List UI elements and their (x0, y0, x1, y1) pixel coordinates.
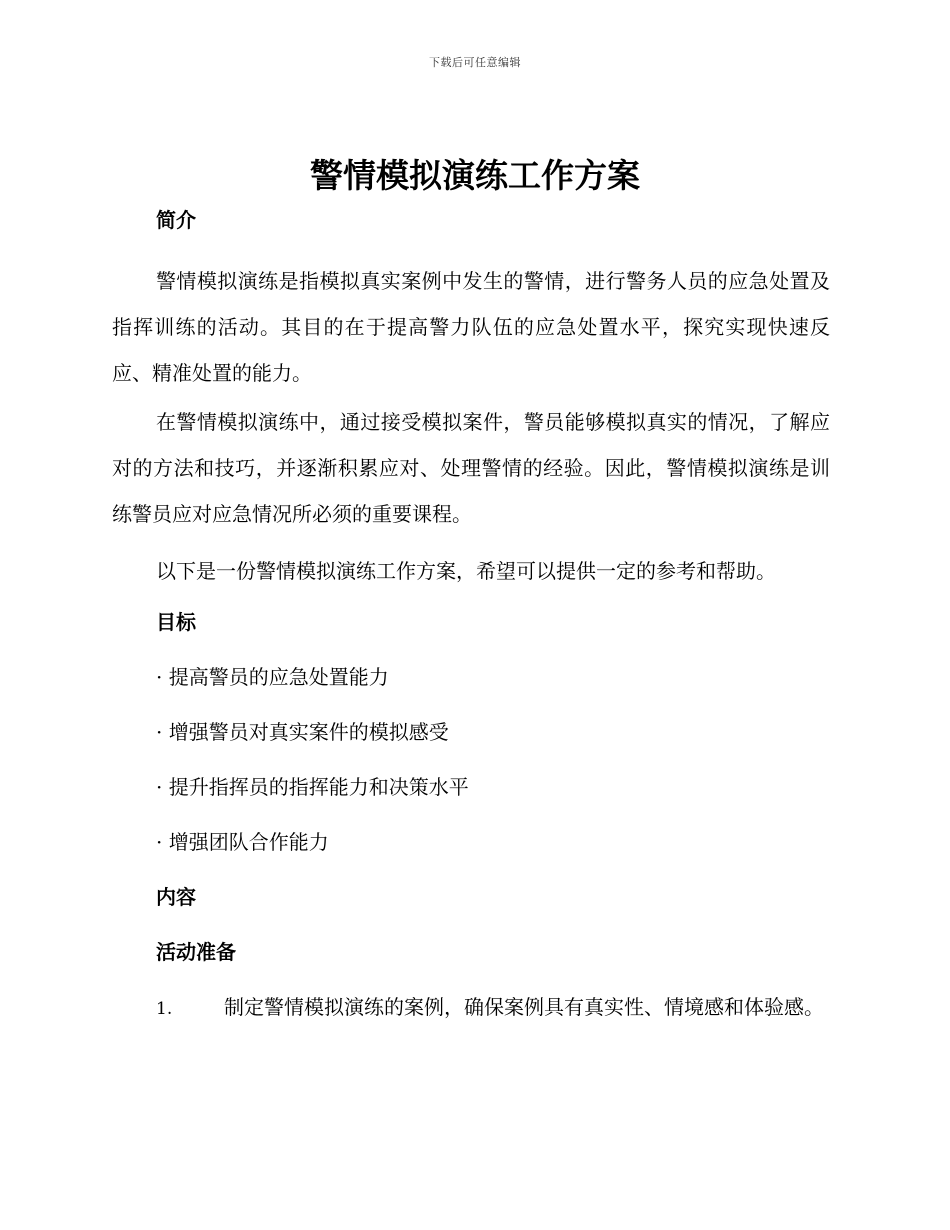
goal-item: · 增强团队合作能力 (156, 830, 329, 854)
list-number: 1. (156, 999, 173, 1019)
page-header: 下载后可任意编辑 (429, 56, 521, 69)
document-body (112, 200, 830, 1032)
prep-list-item (112, 984, 830, 1032)
section-heading-content: 内容 (156, 885, 196, 909)
intro-paragraph-1: 警情模拟演练是指模拟真实案例中发生的警情，进行警务人员的应急处置及指挥训练的活动。其目的在于提高警力队伍的应急处置水平，探究实现快速反应、精准处置的能力。 (112, 269, 830, 385)
intro-paragraph-3: 以下是一份警情模拟演练工作方案，希望可以提供一定的参考和帮助。 (156, 559, 776, 583)
goal-item: · 提升指挥员的指挥能力和决策水平 (156, 775, 469, 799)
subsection-heading-preparation: 活动准备 (156, 940, 236, 964)
goal-item: · 增强警员对真实案件的模拟感受 (156, 720, 449, 744)
goal-item: · 提高警员的应急处置能力 (156, 665, 389, 689)
goals-list (112, 657, 830, 862)
intro-paragraph-2: 在警情模拟演练中，通过接受模拟案件，警员能够模拟真实的情况，了解应对的方法和技巧，并逐渐积累应对、处理警情的经验。因此，警情模拟演练是训练警员应对应急情况所必须的重要课程。 (112, 410, 830, 526)
section-heading-intro: 简介 (156, 208, 196, 232)
section-heading-goals: 目标 (156, 610, 196, 634)
list-item-text: 制定警情模拟演练的案例，确保案例具有真实性、情境感和体验感。 (224, 995, 824, 1019)
document-title: 警情模拟演练工作方案 (310, 156, 640, 195)
